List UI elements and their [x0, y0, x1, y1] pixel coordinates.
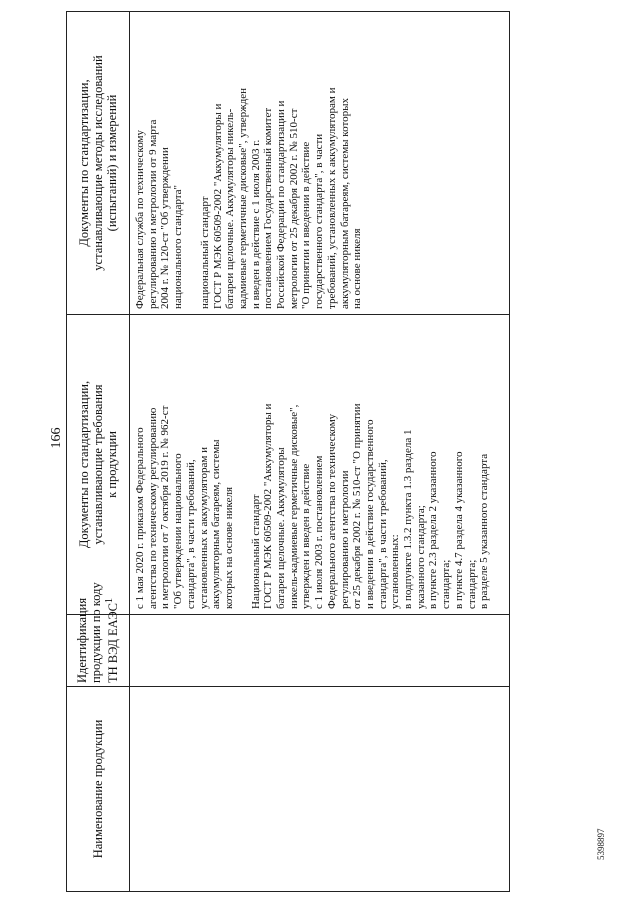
text-line: и введен в действие с 1 июля 2003 г.: [249, 139, 262, 309]
text-line: ГОСТ Р МЭК 60509-2002 "Аккумуляторы и: [211, 103, 224, 309]
text-line: в пункте 2.3 раздела 2 указанного: [427, 451, 440, 609]
text-line: установленных:: [389, 534, 402, 609]
text-line: метрологии от 25 декабря 2002 г. № 510-ст: [287, 108, 300, 309]
methods-block: [199, 17, 364, 309]
methods-block: [134, 17, 185, 309]
text-line: агентства по техническому регулированию: [146, 407, 159, 609]
text-line: Федеральная служба по техническому: [134, 130, 146, 309]
header-product-name: Наименование продукции: [67, 687, 130, 892]
footnote-marker: 1: [104, 597, 116, 604]
requirements-block: [134, 320, 236, 609]
requirements-block: [250, 320, 491, 609]
text-line: Российской Федерации по стандартизации и: [275, 100, 288, 309]
cell-requirements: [130, 315, 510, 615]
text-line: аккумуляторным батареям, системы: [210, 439, 223, 609]
text-line: никель-кадмиевые герметичные дисковые",: [287, 404, 300, 609]
text-line: национального стандарта": [172, 184, 185, 309]
text-line: "Об утверждении национального: [172, 453, 185, 609]
regulation-table-container: [66, 12, 491, 892]
cell-identification: [130, 615, 510, 687]
text-line: в пункте 4.7 раздела 4 указанного: [452, 451, 465, 609]
text-line: "О принятии и введении в действие: [300, 141, 313, 309]
text-line: с 1 июля 2003 г. постановлением: [313, 455, 326, 609]
text-line: установленных к аккумуляторам и: [197, 447, 210, 609]
text-line: требований, установленных к аккумуляторам и: [325, 87, 338, 309]
page-number: 166: [49, 427, 64, 449]
text-line: регулированию и метрологии от 9 марта: [146, 119, 159, 309]
header-identification: Идентификация продукции по коду ТН ВЭД ЕАЭС$^1$: [67, 615, 130, 687]
text-line: утвержден и введен в действие: [300, 463, 313, 609]
text-line: постановлением Государственный комитет: [262, 107, 275, 309]
text-line: стандарта", в части требований,: [184, 459, 197, 609]
text-line: которых на основе никеля: [222, 486, 235, 609]
text-line: стандарта;: [440, 559, 453, 609]
text-line: Национальный стандарт: [249, 494, 262, 609]
text-line: с 1 мая 2020 г. приказом Федерального: [134, 427, 146, 609]
cell-methods: [130, 12, 510, 315]
text-line: национальный стандарт: [198, 196, 211, 309]
text-line: и введении в действие государственного: [363, 419, 376, 609]
text-line: аккумуляторным батареям, системы которых: [338, 97, 351, 309]
text-line: на основе никеля: [351, 228, 364, 309]
text-line: Федерального агентства по техническому: [325, 413, 338, 609]
header-standards-methods: Документы по стандартизации, устанавливающие методы исследований (испытаний) и измерений: [67, 12, 130, 315]
header-standards-requirements: Документы по стандартизации, устанавливающие требования к продукции: [67, 315, 130, 615]
table-row: [130, 12, 510, 892]
text-line: батареи щелочные. Аккумуляторы: [275, 447, 288, 609]
text-line: государственного стандарта", в части: [313, 133, 326, 309]
document-id: 5398897: [596, 828, 606, 860]
text-line: стандарта", в части требований,: [376, 459, 389, 609]
text-line: регулированию и метрологии: [338, 470, 351, 609]
text-line: от 25 декабря 2002 г. № 510-ст "О принятии: [351, 403, 364, 609]
text-line: и метрологии от 7 октября 2019 г. № 962-ст: [159, 405, 172, 609]
text-line: ГОСТ Р МЭК 60509-2002 "Аккумуляторы и: [262, 403, 275, 609]
text-line: в разделе 5 указанного стандарта: [478, 453, 491, 609]
regulation-table: [66, 11, 510, 892]
text-line: батареи щелочные. Аккумуляторы никель-: [224, 108, 237, 309]
text-line: указанного стандарта;: [414, 505, 427, 609]
text-line: в подпункте 1.3.2 пункта 1.3 раздела 1: [402, 429, 415, 609]
text-line: стандарта;: [465, 559, 478, 609]
table-header-row: [67, 12, 130, 892]
text-line: кадмиевые герметичные дисковые", утвержден: [236, 87, 249, 309]
text-line: 2004 г. № 120-ст "Об утверждении: [159, 147, 172, 309]
cell-product-name: [130, 687, 510, 892]
